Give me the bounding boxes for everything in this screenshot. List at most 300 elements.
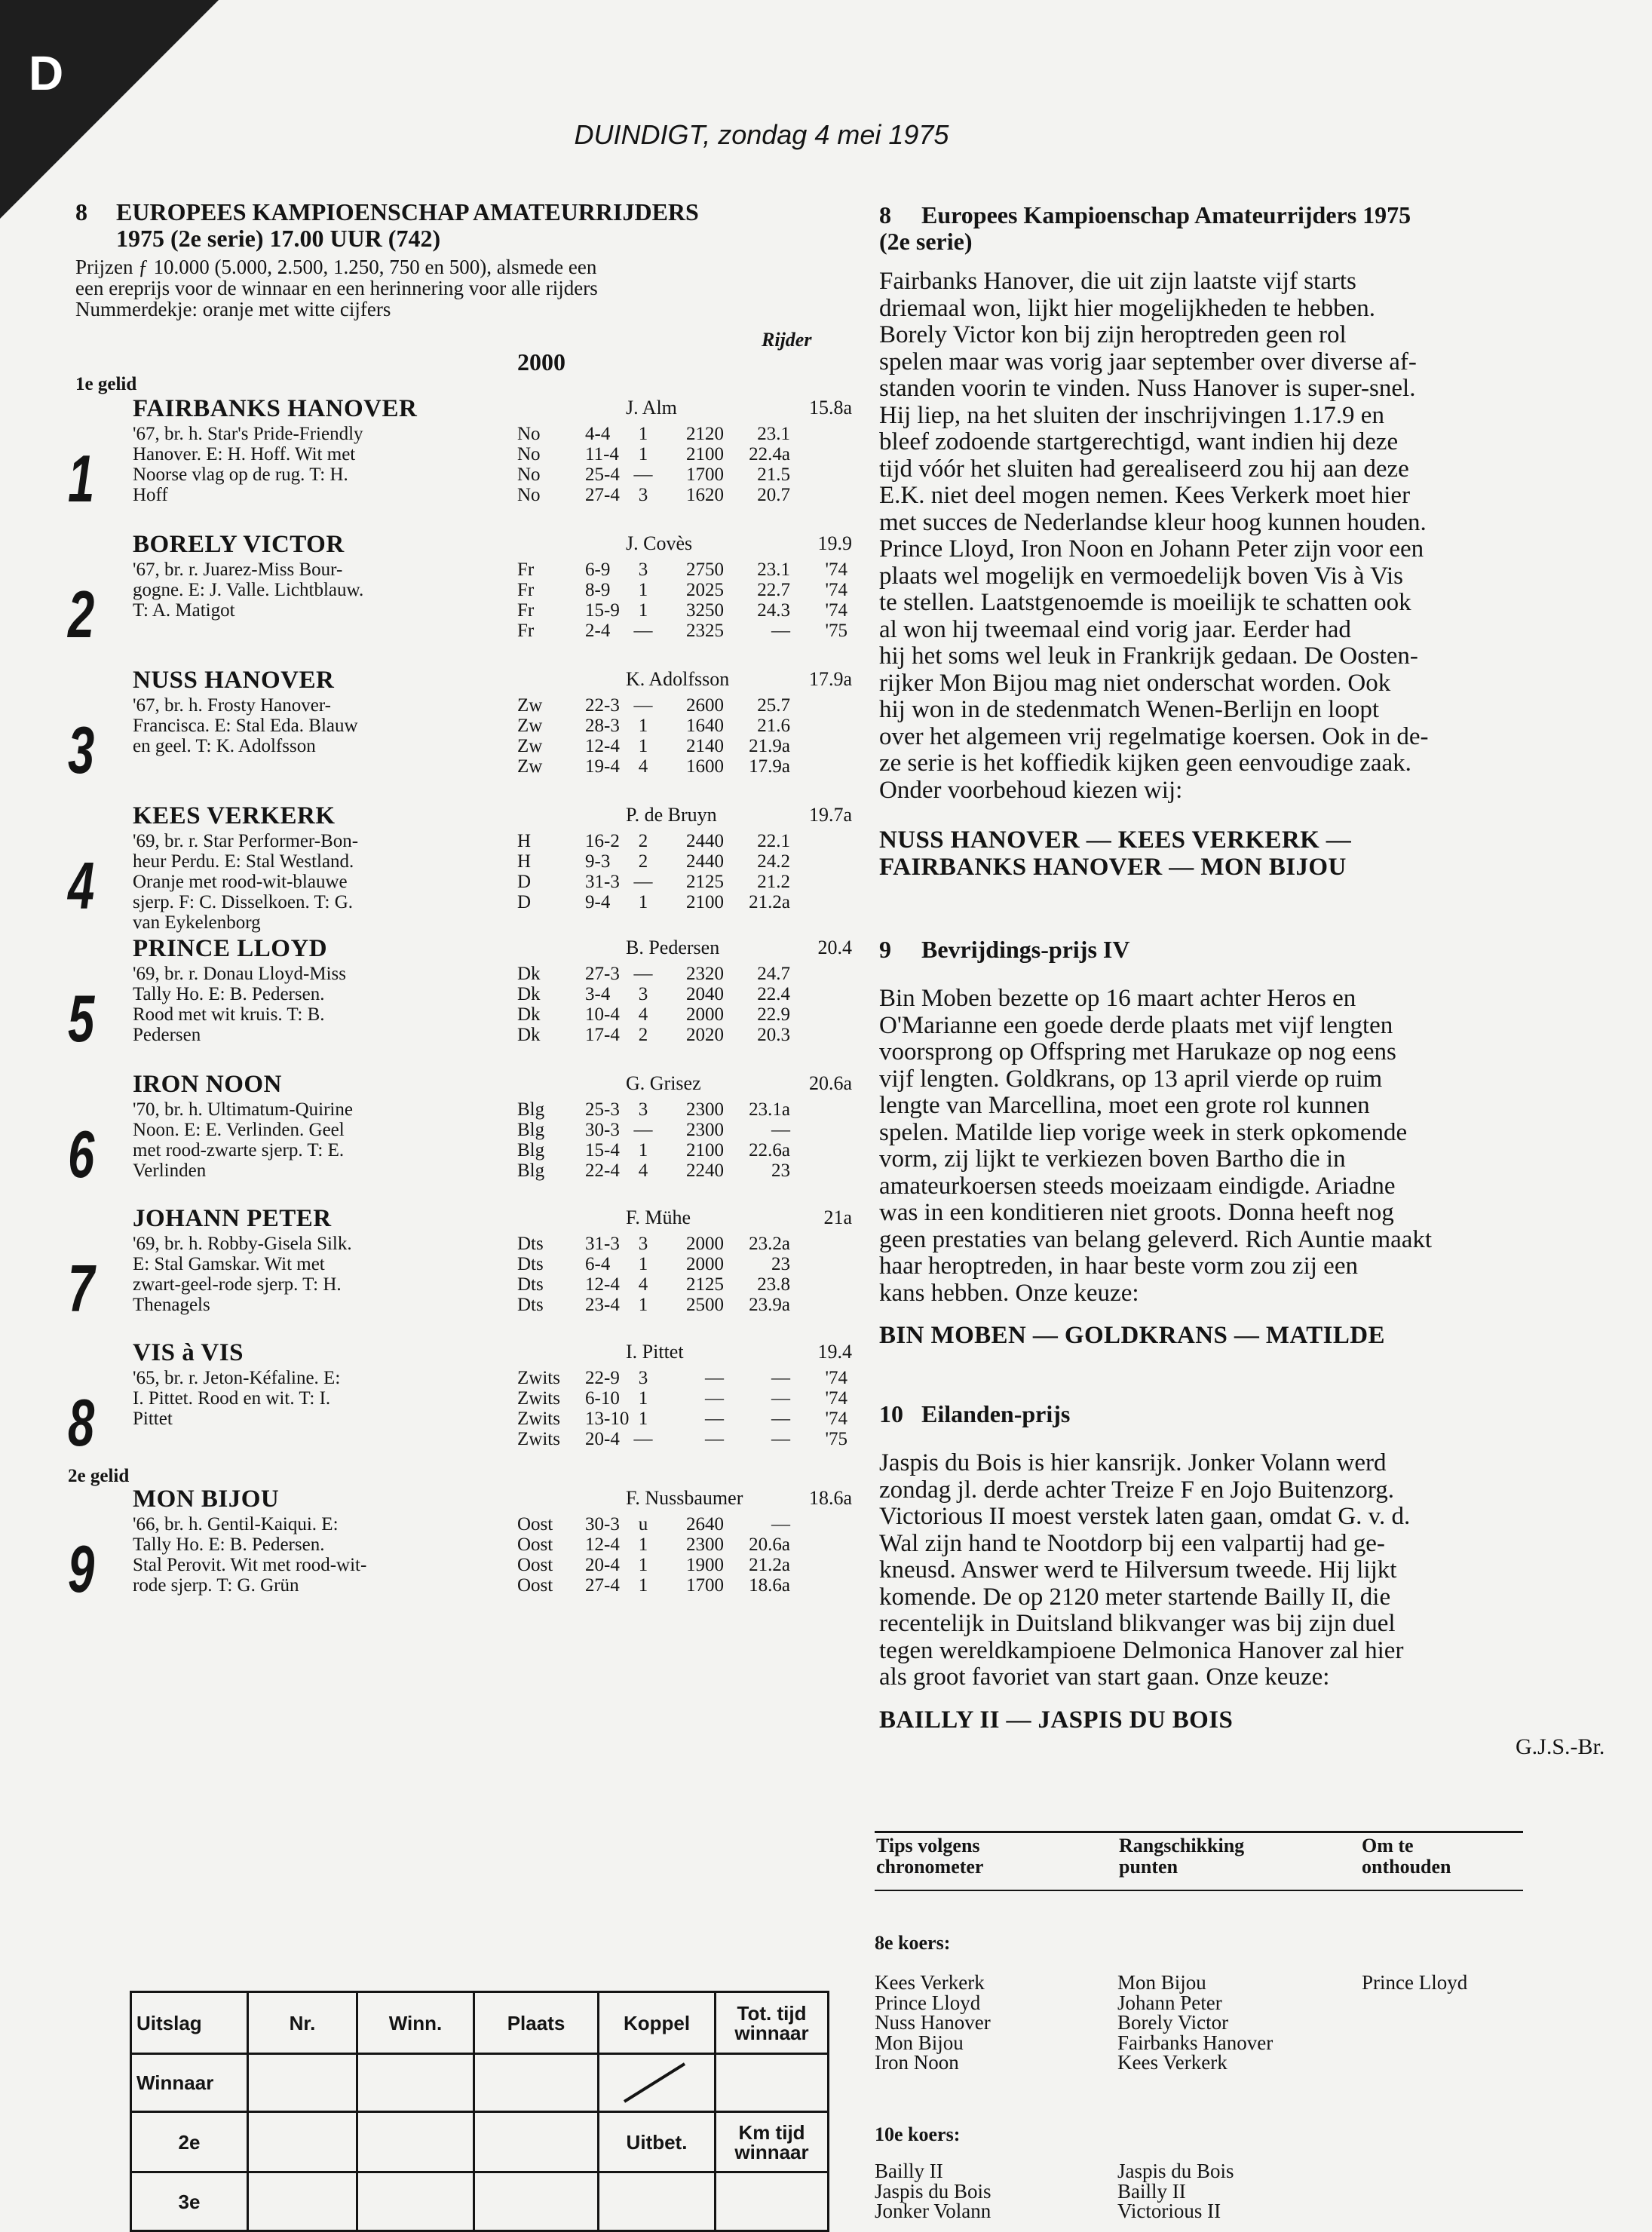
description-line: Stal Perovit. Wit met rood-wit- bbox=[133, 1555, 367, 1575]
body-line: E.K. niet deel mogen nemen. Kees Verkerk moet hier bbox=[879, 482, 1411, 509]
form-cell: 1 bbox=[638, 1295, 648, 1315]
form-cell: Dts bbox=[517, 1254, 544, 1274]
form-cell: 1 bbox=[638, 1575, 648, 1596]
description-line: T: A. Matigot bbox=[133, 600, 235, 621]
description-line: Hoff bbox=[133, 485, 168, 505]
form-cell: — bbox=[771, 1368, 790, 1388]
form-cell: 1 bbox=[638, 1409, 648, 1429]
form-cell: 12-4 bbox=[585, 1274, 620, 1295]
result-uitbetaling: Uitbet. bbox=[599, 2112, 716, 2172]
form-row bbox=[517, 600, 847, 621]
body-line: ze serie is het koffiedik kijken geen eenvoudige zaak. bbox=[879, 750, 1411, 777]
form-cell bbox=[790, 1274, 847, 1295]
form-cell bbox=[790, 1120, 847, 1140]
description-line: van Eykelenborg bbox=[133, 912, 261, 933]
horse-number: 5 bbox=[68, 981, 95, 1056]
horse-name: FAIRBANKS HANOVER bbox=[133, 395, 418, 422]
horse-rider-info bbox=[626, 1341, 852, 1363]
tips-list-punten bbox=[1117, 2161, 1234, 2221]
form-row bbox=[517, 964, 847, 984]
form-cell bbox=[790, 444, 847, 464]
rider-name: B. Pedersen bbox=[626, 937, 720, 958]
horse-form-table bbox=[517, 831, 847, 912]
form-cell bbox=[790, 984, 847, 1004]
form-cell: — bbox=[771, 1388, 790, 1409]
body-line: hij won in de stedenmatch Wenen-Berlijn en loopt bbox=[879, 696, 1379, 723]
pick-line: BIN MOBEN — GOLDKRANS — MATILDE bbox=[879, 1322, 1385, 1349]
form-cell: 23.9a bbox=[749, 1295, 790, 1315]
description-line: '67, br. h. Frosty Hanover- bbox=[133, 695, 332, 716]
horse-number: 6 bbox=[68, 1117, 95, 1191]
form-cell: 2325 bbox=[686, 621, 724, 641]
form-row bbox=[517, 444, 847, 464]
form-cell: Fr bbox=[517, 600, 535, 621]
rider-name: J. Covès bbox=[626, 532, 693, 554]
form-row bbox=[517, 424, 847, 444]
description-line: '69, br. r. Donau Lloyd-Miss bbox=[133, 964, 346, 984]
tips-list-onthouden bbox=[1362, 1973, 1467, 1993]
form-cell bbox=[790, 1534, 847, 1555]
form-cell: 23.2a bbox=[749, 1234, 790, 1254]
rider-name: G. Grisez bbox=[626, 1072, 701, 1094]
koers-label: 8e koers: bbox=[875, 1932, 951, 1954]
description-line: E: Stal Gamskar. Wit met bbox=[133, 1254, 325, 1274]
body-line: Onder voorbehoud kiezen wij: bbox=[879, 776, 1183, 804]
body-line: tegen wereldkampioene Delmonica Hanover zal hier bbox=[879, 1636, 1404, 1664]
form-cell: 20.7 bbox=[757, 485, 790, 505]
body-line: Bin Moben bezette op 16 maart achter Heros en bbox=[879, 985, 1356, 1012]
form-cell: 12-4 bbox=[585, 1534, 620, 1555]
result-row-3e: 3e bbox=[131, 2172, 248, 2231]
result-cell bbox=[474, 2054, 599, 2112]
form-cell: Oost bbox=[517, 1534, 553, 1555]
form-cell: 3 bbox=[638, 1099, 648, 1120]
form-cell: 2500 bbox=[686, 1295, 724, 1315]
description-line: '69, br. h. Robby-Gisela Silk. bbox=[133, 1234, 352, 1254]
form-cell: Oost bbox=[517, 1555, 553, 1575]
race-number: 8 bbox=[75, 198, 87, 225]
tips-header-line: Tips volgens bbox=[876, 1835, 980, 1856]
form-cell: 30-3 bbox=[585, 1120, 620, 1140]
form-cell: — bbox=[771, 621, 790, 641]
form-cell: 4 bbox=[638, 1160, 648, 1181]
form-cell: Fr bbox=[517, 560, 535, 580]
form-cell: 2020 bbox=[686, 1025, 724, 1045]
horse-entry bbox=[68, 802, 852, 933]
pick-line: NUSS HANOVER — KEES VERKERK — bbox=[879, 826, 1352, 854]
form-cell: 1 bbox=[638, 1534, 648, 1555]
horse-description bbox=[133, 695, 578, 756]
form-cell: Zw bbox=[517, 695, 543, 716]
body-line: was in een konditieren niet groots. Donna heeft nog bbox=[879, 1199, 1394, 1226]
form-cell: 21.2a bbox=[749, 892, 790, 912]
form-cell: 2040 bbox=[686, 984, 724, 1004]
form-row bbox=[517, 756, 847, 777]
description-line: gogne. E: J. Valle. Lichtblauw. bbox=[133, 580, 364, 600]
result-cell bbox=[474, 2112, 599, 2172]
form-cell bbox=[790, 1140, 847, 1160]
form-cell: — bbox=[705, 1429, 724, 1449]
horse-number: 1 bbox=[68, 441, 95, 516]
form-cell bbox=[790, 872, 847, 892]
form-cell: H bbox=[517, 831, 532, 851]
tips-list-chronometer bbox=[875, 1973, 991, 2073]
form-row bbox=[517, 621, 847, 641]
body-line: Hij liep, na het sluiten der inschrijvingen 1.17.9 en bbox=[879, 401, 1384, 429]
form-cell: 2 bbox=[638, 1025, 648, 1045]
race-header bbox=[75, 199, 844, 252]
rider-name: F. Nussbaumer bbox=[626, 1487, 743, 1509]
description-line: Hanover. E: H. Hoff. Wit met bbox=[133, 444, 356, 464]
form-cell: 12-4 bbox=[585, 736, 620, 756]
description-line: rode sjerp. T: G. Grün bbox=[133, 1575, 299, 1596]
form-cell: Zw bbox=[517, 716, 543, 736]
tip-horse: Jaspis du Bois bbox=[875, 2179, 992, 2203]
form-cell: 21.5 bbox=[757, 464, 790, 485]
form-cell: 23-4 bbox=[585, 1295, 620, 1315]
pick-line: FAIRBANKS HANOVER — MON BIJOU bbox=[879, 854, 1347, 881]
body-line: amateurkoersen steeds moeizaam eindigde. Ariadne bbox=[879, 1172, 1396, 1200]
form-cell bbox=[790, 1555, 847, 1575]
form-cell: 1900 bbox=[686, 1555, 724, 1575]
form-cell: '74 bbox=[825, 1388, 847, 1409]
race-title-line2: 1975 (2e serie) 17.00 UUR (742) bbox=[116, 225, 441, 252]
form-cell: 8-9 bbox=[585, 580, 611, 600]
horse-rider-info bbox=[626, 804, 852, 826]
form-cell: 10-4 bbox=[585, 1004, 620, 1025]
form-cell: Dk bbox=[517, 984, 541, 1004]
form-cell: 27-3 bbox=[585, 964, 620, 984]
form-cell: u bbox=[638, 1514, 648, 1534]
form-row bbox=[517, 485, 847, 505]
horse-form-table bbox=[517, 424, 847, 505]
form-cell: 1 bbox=[638, 716, 648, 736]
horse-entry bbox=[68, 531, 852, 659]
form-row bbox=[517, 1160, 847, 1181]
form-cell: 9-3 bbox=[585, 851, 611, 872]
description-line: Pittet bbox=[133, 1409, 173, 1429]
form-row bbox=[517, 1234, 847, 1254]
form-cell: 2-4 bbox=[585, 621, 611, 641]
form-row bbox=[517, 560, 847, 580]
form-row bbox=[517, 736, 847, 756]
form-cell: 3 bbox=[638, 1368, 648, 1388]
form-cell: 19-4 bbox=[585, 756, 620, 777]
tip-horse: Johann Peter bbox=[1117, 1991, 1222, 2014]
form-row bbox=[517, 1514, 847, 1534]
horse-form-table bbox=[517, 560, 847, 641]
form-row bbox=[517, 1295, 847, 1315]
prizes-line: een ereprijs voor de winnaar en een herinnering voor alle rijders bbox=[75, 277, 598, 299]
record-time: 18.6a bbox=[808, 1487, 852, 1509]
record-time: 19.7a bbox=[808, 804, 852, 826]
form-cell: 17-4 bbox=[585, 1025, 620, 1045]
result-header-winn: Winn. bbox=[357, 1992, 474, 2054]
form-cell: 23.1 bbox=[757, 424, 790, 444]
form-row bbox=[517, 1274, 847, 1295]
form-cell: 1 bbox=[638, 1254, 648, 1274]
result-cell bbox=[357, 2172, 474, 2231]
record-time: 19.4 bbox=[817, 1341, 852, 1363]
tips-list-punten bbox=[1117, 1973, 1273, 2073]
form-cell: Fr bbox=[517, 580, 535, 600]
form-cell: — bbox=[633, 464, 653, 485]
form-row bbox=[517, 1429, 847, 1449]
form-cell: 24.7 bbox=[757, 964, 790, 984]
form-cell: 20-4 bbox=[585, 1429, 620, 1449]
form-cell bbox=[790, 1160, 847, 1181]
body-line: Jaspis du Bois is hier kansrijk. Jonker Volann werd bbox=[879, 1449, 1387, 1476]
corner-tab bbox=[0, 0, 219, 219]
horse-description bbox=[133, 964, 578, 1045]
form-cell bbox=[790, 964, 847, 984]
horse-form-table bbox=[517, 1514, 847, 1596]
form-cell bbox=[790, 695, 847, 716]
body-line: O'Marianne een goede derde plaats met vijf lengten bbox=[879, 1011, 1393, 1039]
description-line: '66, br. h. Gentil-Kaiqui. E: bbox=[133, 1514, 339, 1534]
form-row bbox=[517, 892, 847, 912]
form-cell: 24.2 bbox=[757, 851, 790, 872]
form-cell bbox=[790, 851, 847, 872]
horse-number: 8 bbox=[68, 1385, 95, 1460]
body-line: tijd vóór het sluiten had gerealiseerd zou hij aan deze bbox=[879, 455, 1409, 483]
form-row bbox=[517, 1368, 847, 1388]
slash-mark bbox=[606, 2055, 707, 2108]
form-cell: — bbox=[771, 1409, 790, 1429]
pick-line: BAILLY II — JASPIS DU BOIS bbox=[879, 1706, 1234, 1734]
form-cell: 3 bbox=[638, 1234, 648, 1254]
horse-number: 4 bbox=[68, 848, 95, 923]
form-cell: 22.1 bbox=[757, 831, 790, 851]
form-row bbox=[517, 1025, 847, 1045]
body-line: geen prestaties van belang geleverd. Rich Auntie maakt bbox=[879, 1225, 1433, 1253]
form-row bbox=[517, 1575, 847, 1596]
horse-form-table bbox=[517, 1234, 847, 1315]
form-cell: 22.6a bbox=[749, 1140, 790, 1160]
body-line: kneusd. Answer werd te Hilversum tweede. Hij lijkt bbox=[879, 1556, 1397, 1584]
author-signature: G.J.S.-Br. bbox=[1516, 1734, 1605, 1759]
form-cell: Zwits bbox=[517, 1388, 560, 1409]
form-cell: 25.7 bbox=[757, 695, 790, 716]
tip-horse: Fairbanks Hanover bbox=[1117, 2031, 1273, 2054]
form-cell: 30-3 bbox=[585, 1514, 620, 1534]
form-cell: 4-4 bbox=[585, 424, 611, 444]
prizes-line: Prijzen ƒ 10.000 (5.000, 2.500, 1.250, 750 en 500), alsmede een bbox=[75, 256, 597, 278]
body-line: hij het soms wel leuk in Frankrijk gedaan. De Oosten- bbox=[879, 642, 1418, 670]
body-line: met succes de Nederlandse kleur hoog kunnen houden. bbox=[879, 508, 1427, 536]
form-cell bbox=[790, 424, 847, 444]
rider-name: F. Mühe bbox=[626, 1206, 691, 1228]
form-cell: 22.4a bbox=[749, 444, 790, 464]
tip-horse: Kees Verkerk bbox=[1117, 2051, 1228, 2074]
body-line: driemaal won, lijkt hier mogelijkheden te hebben. bbox=[879, 294, 1375, 322]
description-line: '67, br. r. Juarez-Miss Bour- bbox=[133, 560, 343, 580]
form-cell: Blg bbox=[517, 1099, 545, 1120]
gelid-label: 1e gelid bbox=[75, 374, 137, 394]
comment-race-number: 8 bbox=[879, 201, 891, 228]
body-line: recentelijk in Duitsland blikvanger was bij zijn duel bbox=[879, 1610, 1396, 1637]
body-line: Borely Victor kon bij zijn heroptreden geen rol bbox=[879, 321, 1347, 348]
form-cell: Dk bbox=[517, 1004, 541, 1025]
description-line: '69, br. r. Star Performer-Bon- bbox=[133, 831, 359, 851]
form-cell: Oost bbox=[517, 1575, 553, 1596]
horse-rider-info bbox=[626, 532, 852, 555]
tip-horse: Prince Lloyd bbox=[1362, 1971, 1468, 1994]
form-cell: 1700 bbox=[686, 1575, 724, 1596]
horse-form-table bbox=[517, 695, 847, 777]
form-cell: Dk bbox=[517, 1025, 541, 1045]
body-line: spelen. Matilde liep vorige week in sterk opkomende bbox=[879, 1118, 1408, 1146]
rider-name: P. de Bruyn bbox=[626, 804, 717, 826]
body-line: vijf lengten. Goldkrans, op 13 april vierde op ruim bbox=[879, 1065, 1383, 1093]
comment-race-number: 10 bbox=[879, 1400, 903, 1427]
form-cell: 2240 bbox=[686, 1160, 724, 1181]
form-cell bbox=[790, 1514, 847, 1534]
form-cell: 24.3 bbox=[757, 600, 790, 621]
form-cell: 21.6 bbox=[757, 716, 790, 736]
horse-rider-info bbox=[626, 1072, 852, 1095]
form-cell: Zwits bbox=[517, 1368, 560, 1388]
form-cell: 3 bbox=[638, 560, 648, 580]
horse-entry bbox=[68, 1071, 852, 1199]
form-cell: — bbox=[633, 872, 653, 892]
tip-horse: Iron Noon bbox=[875, 2051, 959, 2074]
form-cell: 23 bbox=[771, 1254, 790, 1274]
tips-header-line: chronometer bbox=[876, 1856, 984, 1878]
horse-name: PRINCE LLOYD bbox=[133, 935, 328, 962]
form-cell bbox=[790, 1099, 847, 1120]
form-cell: 27-4 bbox=[585, 485, 620, 505]
body-line: als groot favoriet van start gaan. Onze keuze: bbox=[879, 1663, 1330, 1691]
form-cell: 6-4 bbox=[585, 1254, 611, 1274]
tip-horse: Bailly II bbox=[1117, 2179, 1186, 2203]
form-cell: 2300 bbox=[686, 1120, 724, 1140]
form-cell: 2000 bbox=[686, 1004, 724, 1025]
record-time: 19.9 bbox=[817, 532, 852, 554]
form-cell: — bbox=[705, 1368, 724, 1388]
horse-rider-info bbox=[626, 668, 852, 691]
tip-horse: Jaspis du Bois bbox=[1117, 2160, 1234, 2182]
gelid-label: 2e gelid bbox=[68, 1466, 130, 1486]
form-cell: 2320 bbox=[686, 964, 724, 984]
tips-header-line: Rangschikking bbox=[1119, 1835, 1245, 1856]
form-cell: 2025 bbox=[686, 580, 724, 600]
horse-description bbox=[133, 424, 578, 505]
form-cell bbox=[790, 736, 847, 756]
form-cell: 2600 bbox=[686, 695, 724, 716]
form-cell: 22.9 bbox=[757, 1004, 790, 1025]
horse-description bbox=[133, 1514, 578, 1596]
result-cell bbox=[248, 2172, 357, 2231]
form-cell bbox=[790, 716, 847, 736]
record-time: 15.8a bbox=[808, 397, 852, 418]
horse-entry bbox=[68, 1339, 852, 1467]
tip-horse: Bailly II bbox=[875, 2160, 943, 2182]
horse-form-table bbox=[517, 964, 847, 1045]
body-line: plaats wel mogelijk en vermoedelijk boven Vis à Vis bbox=[879, 562, 1404, 590]
form-row bbox=[517, 984, 847, 1004]
form-cell: Fr bbox=[517, 621, 535, 641]
form-cell: 21.9a bbox=[749, 736, 790, 756]
form-cell: 2120 bbox=[686, 424, 724, 444]
prizes-line: Nummerdekje: oranje met witte cijfers bbox=[75, 298, 391, 320]
form-row bbox=[517, 1004, 847, 1025]
form-row bbox=[517, 580, 847, 600]
description-line: Pedersen bbox=[133, 1025, 201, 1045]
comment-body bbox=[879, 986, 1517, 1307]
form-cell: — bbox=[633, 695, 653, 716]
horse-entry bbox=[68, 395, 852, 523]
form-cell bbox=[790, 464, 847, 485]
description-line: met rood-zwarte sjerp. T: E. bbox=[133, 1140, 345, 1160]
result-row-2e: 2e bbox=[131, 2112, 248, 2172]
body-line: lengte van Marcellina, moet een grote rol kunnen bbox=[879, 1092, 1370, 1119]
form-cell: 15-9 bbox=[585, 600, 620, 621]
tips-header-line: Om te bbox=[1362, 1835, 1414, 1856]
form-cell bbox=[790, 1295, 847, 1315]
form-cell bbox=[790, 1234, 847, 1254]
form-row bbox=[517, 851, 847, 872]
form-cell: — bbox=[633, 1120, 653, 1140]
horse-number: 2 bbox=[68, 577, 95, 652]
form-cell: 2440 bbox=[686, 851, 724, 872]
comment-race-subtitle: (2e serie) bbox=[879, 228, 973, 255]
horse-number: 9 bbox=[68, 1531, 95, 1606]
form-cell: 31-3 bbox=[585, 1234, 620, 1254]
horse-form-table bbox=[517, 1368, 847, 1449]
description-line: '70, br. h. Ultimatum-Quirine bbox=[133, 1099, 353, 1120]
race-distance: 2000 bbox=[517, 348, 565, 376]
description-line: Thenagels bbox=[133, 1295, 210, 1315]
horse-rider-info bbox=[626, 1206, 852, 1229]
result-header-line: winnaar bbox=[734, 2140, 809, 2163]
form-cell bbox=[790, 1575, 847, 1596]
tips-divider bbox=[875, 1890, 1523, 1891]
form-cell: 1 bbox=[638, 736, 648, 756]
form-cell: '75 bbox=[825, 1429, 847, 1449]
tip-horse: Mon Bijou bbox=[875, 2031, 964, 2054]
body-line: vorm, zij lijkt te verkiezen boven Bartho die in bbox=[879, 1145, 1346, 1173]
comment-race8 bbox=[879, 202, 1517, 881]
result-header-tot-tijd bbox=[716, 1992, 829, 2054]
form-cell: 23.1 bbox=[757, 560, 790, 580]
horse-rider-info bbox=[626, 1487, 852, 1510]
rider-name: K. Adolfsson bbox=[626, 668, 730, 690]
body-line: al won hij tweemaal eind vorig jaar. Eerder had bbox=[879, 615, 1351, 643]
result-cell bbox=[248, 2112, 357, 2172]
form-cell bbox=[790, 831, 847, 851]
result-cell bbox=[248, 2054, 357, 2112]
form-cell: H bbox=[517, 851, 532, 872]
body-line: zondag jl. derde achter Treize F en Jojo Buitenzorg. bbox=[879, 1476, 1395, 1504]
form-cell: 1640 bbox=[686, 716, 724, 736]
form-cell: 2300 bbox=[686, 1534, 724, 1555]
form-cell: 1 bbox=[638, 1388, 648, 1409]
form-cell: 31-3 bbox=[585, 872, 620, 892]
description-line: Verlinden bbox=[133, 1160, 207, 1181]
form-cell bbox=[790, 756, 847, 777]
form-cell: 28-3 bbox=[585, 716, 620, 736]
description-line: Noon. E: E. Verlinden. Geel bbox=[133, 1120, 345, 1140]
comment-race-title: Eilanden-prijs bbox=[921, 1400, 1071, 1427]
form-cell bbox=[790, 1004, 847, 1025]
form-cell: 21.2a bbox=[749, 1555, 790, 1575]
form-cell: 16-2 bbox=[585, 831, 620, 851]
tips-header-punten bbox=[1119, 1835, 1244, 1878]
horse-entry bbox=[68, 667, 852, 795]
result-header-plaats: Plaats bbox=[474, 1992, 599, 2054]
body-line: over het algemeen vrij regelmatige koersen. Ook in de- bbox=[879, 722, 1429, 750]
